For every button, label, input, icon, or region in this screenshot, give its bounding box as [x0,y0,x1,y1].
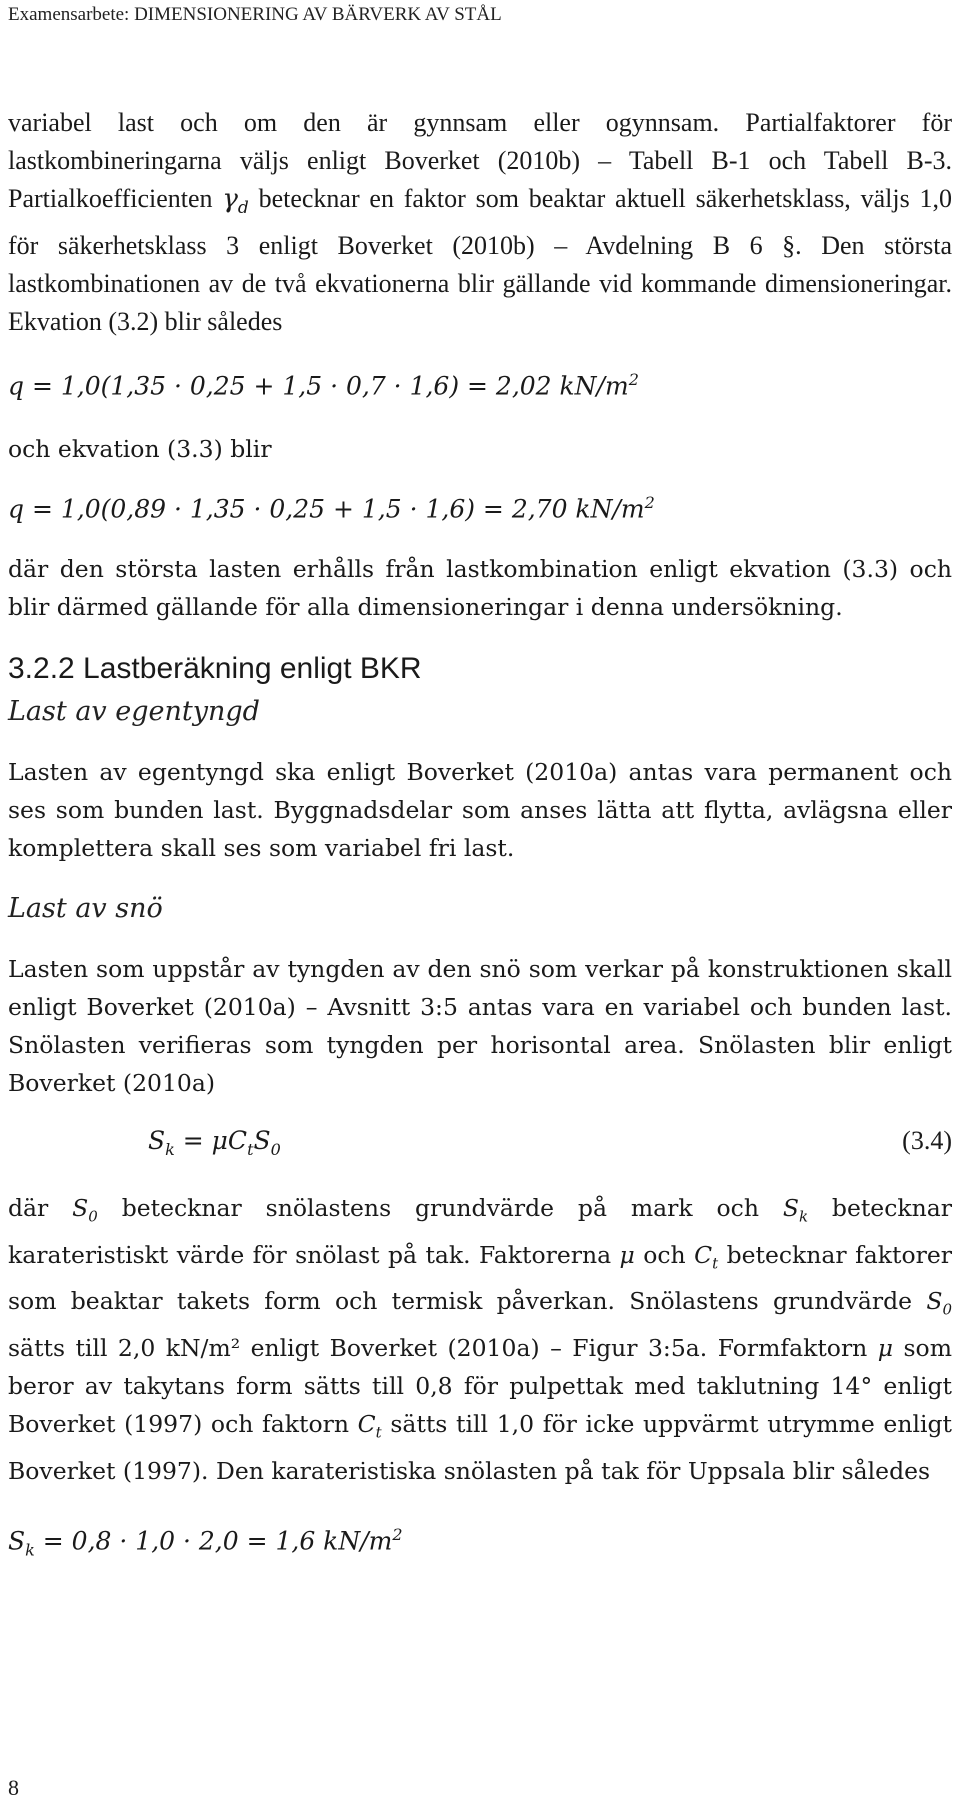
intro-text-2: betecknar en faktor som beaktar aktuell säkerhetsklass, väljs 1,0 för säkerhetsklass 3 enligt Boverket (2010b) – Avdelning B 6 §. Den största lastkombinationen av de två ekvationerna blir gällande vid kommande dimensioneringar. Ekvation (3.2) blir således [8,184,952,337]
equation-2-text: q = 1,0(0,89 · 1,35 · 0,25 + 1,5 · 1,6) = 2,70 kN/m [8,493,645,523]
page-number: 8 [8,1775,19,1800]
page-content [8,104,952,1567]
section-heading: 3.2.2 Lastberäkning enligt BKR [8,651,422,685]
snow-expl-text-4: och [634,1240,695,1269]
snow-expl-text-7: som beror av takytans form sätts till 0,8 för pulpettak med taklutning 14° enligt Boverket (1997) och faktorn [8,1333,952,1438]
self-weight-paragraph: Lasten av egentyngd ska enligt Boverket (2010a) antas vara permanent och ses som bunden last. Byggnadsdelar som anses lätta att flytta, avlägsna eller komplettera skall ses som variabel fri last. [8,757,952,862]
equation-3 [8,1124,952,1167]
ct-subscript-2: t [375,1423,382,1442]
intro-text-1: variabel last och om den är gynnsam eller ogynnsam. Partialfaktorer för lastkombineringarna väljs enligt Boverket (2010b) – Tabell B-1 och Tabell B-3. Partialkoefficienten [8,108,952,213]
s0-subscript: 0 [88,1207,98,1226]
ct-symbol-2: C [357,1409,376,1438]
equation-4-text: = 0,8 · 1,0 · 2,0 = 1,6 kN/m [34,1525,393,1555]
snow-heading: Last av snö [8,892,163,924]
equation-1-text: q = 1,0(1,35 · 0,25 + 1,5 · 0,7 · 1,6) = 2,02 kN/m [8,371,629,401]
conclusion-paragraph: där den största lasten erhålls från lastkombination enligt ekvation (3.3) och blir därmed gällande för alla dimensioneringar i denna undersökning. [8,554,952,621]
equation-3-rhs-1: = μC [174,1125,248,1155]
snow-expl-text-3: betecknar karateristiskt värde för snölast på tak. Faktorerna [8,1193,952,1269]
ct-symbol: C [694,1240,713,1269]
equation-3-lhs: S [148,1125,166,1155]
gamma-subscript: d [237,198,249,219]
equation-4-lhs: S [8,1525,26,1555]
equation-1-superscript: 2 [628,370,639,390]
equation-4-superscript: 2 [392,1524,403,1544]
mu-symbol-2: μ [877,1333,894,1362]
s0-symbol-2: S [926,1287,943,1316]
snow-expl-text-5: betecknar faktorer som beaktar takets form och termisk påverkan. Snölastens grundvärde [8,1240,952,1316]
s0-subscript-2: 0 [942,1300,952,1319]
equation-3-number: (3.4) [902,1125,952,1155]
gamma-symbol: γ [222,184,238,214]
sk-subscript: k [798,1207,809,1226]
snow-expl-text-2: betecknar snölastens grundvärde på mark och [97,1193,783,1222]
equation-3-rhs-1-sub: t [247,1139,254,1159]
snow-expl-text-1: där [8,1193,73,1222]
equation-4-lhs-sub: k [25,1539,35,1559]
running-header: Examensarbete: DIMENSIONERING AV BÄRVERK AV STÅL [8,4,502,25]
equation-2-superscript: 2 [644,492,655,512]
s0-symbol: S [72,1193,89,1222]
self-weight-heading: Last av egentyngd [8,695,260,727]
ct-subscript: t [712,1254,719,1273]
sk-symbol: S [782,1193,799,1222]
equation-3-lhs-sub: k [165,1139,175,1159]
snow-expl-text-8: sätts till 1,0 för icke uppvärmt utrymme enligt Boverket (1997). Den karateristiska snölasten på tak för Uppsala blir således [8,1409,952,1485]
equation-2 [8,486,952,526]
snow-paragraph: Lasten som uppstår av tyngden av den snö som verkar på konstruktionen skall enligt Boverket (2010a) – Avsnitt 3:5 antas vara en variabel och bunden last. Snölasten verifieras som tyngden per horisontal area. Snölasten blir enligt Boverket (2010a) [8,954,952,1097]
snow-expl-text-6: sätts till 2,0 kN/m² enligt Boverket (2010a) – Figur 3:5a. Formfaktorn [8,1333,878,1362]
equation-4 [8,1518,952,1567]
equation-3-rhs-2-sub: 0 [270,1139,281,1159]
equation-1 [8,363,952,403]
snow-explanation-paragraph [8,1189,952,1490]
equation-3-rhs-2: S [253,1125,271,1155]
mu-symbol: μ [619,1240,635,1269]
and-equation-3-text: och ekvation (3.3) blir [8,434,272,463]
intro-paragraph [8,104,952,341]
